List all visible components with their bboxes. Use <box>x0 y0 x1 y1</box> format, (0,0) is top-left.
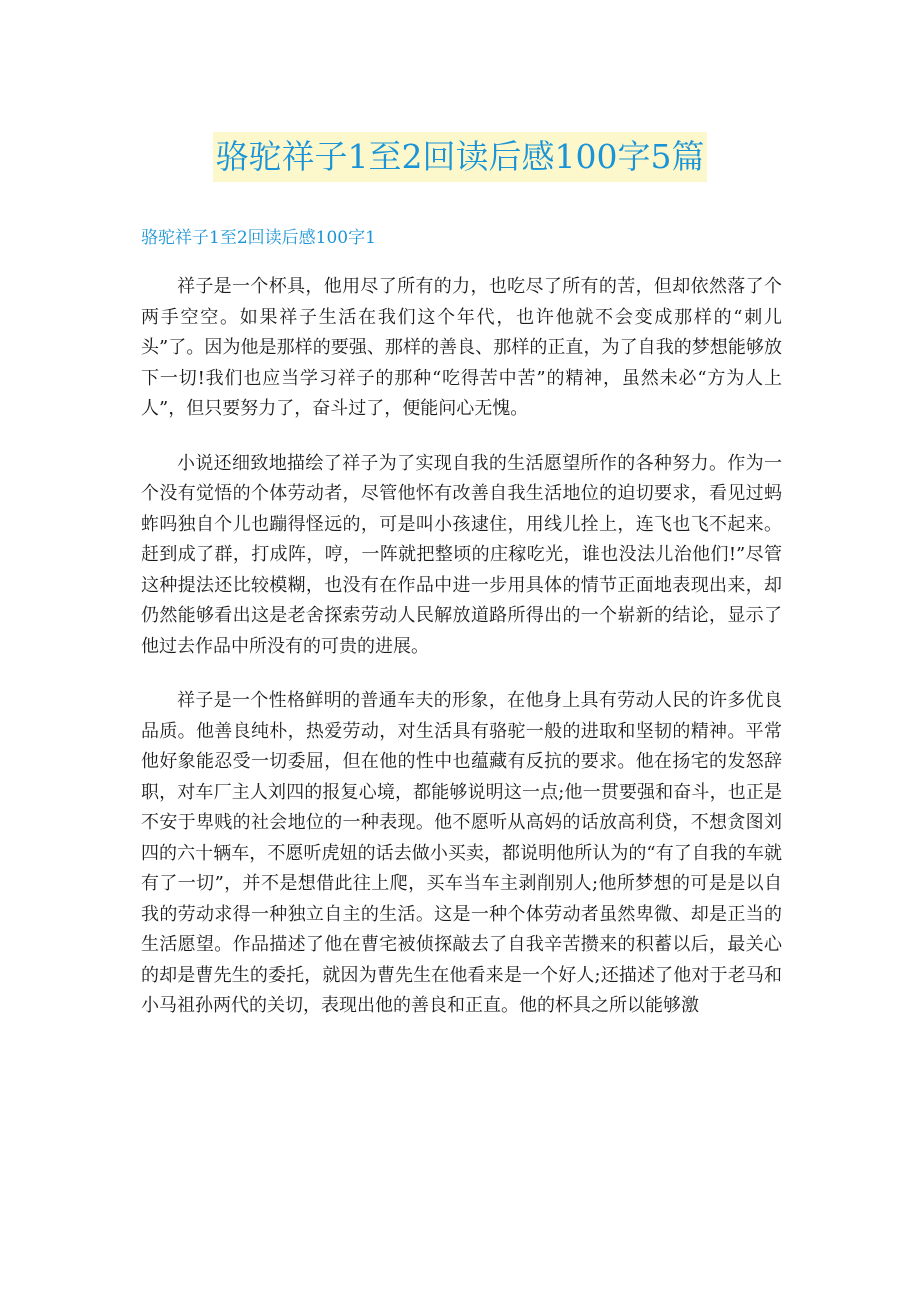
article-body <box>141 272 782 1046</box>
page-title: 骆驼祥子1至2回读后感100字5篇 <box>213 132 708 182</box>
section-heading: 骆驼祥子1至2回读后感100字1 <box>141 228 376 248</box>
paragraph-3: 祥子是一个性格鲜明的普通车夫的形象，在他身上具有劳动人民的许多优良品质。他善良纯朴，热爱劳动，对生活具有骆驼一般的进取和坚韧的精神。平常他好象能忍受一切委屈，但在他的性中也蕴藏有反抗的要求。他在扬宅的发怒辞职，对车厂主人刘四的报复心境，都能够说明这一点;他一贯要强和奋斗，也正是不安于卑贱的社会地位的一种表现。他不愿听从高妈的话放高利贷，不想贪图刘四的六十辆车，不愿听虎妞的话去做小买卖，都说明他所认为的“有了自我的车就有了一切”，并不是想借此往上爬，买车当车主剥削别人;他所梦想的可是是以自我的劳动求得一种独立自主的生活。这是一种个体劳动者虽然卑微、却是正当的生活愿望。作品描述了他在曹宅被侦探敲去了自我辛苦攒来的积蓄以后，最关心的却是曹先生的委托，就因为曹先生在他看来是一个好人;还描述了他对于老马和小马祖孙两代的关切，表现出他的善良和正直。他的杯具之所以能够激 <box>141 690 782 1016</box>
title-wrapper <box>0 132 920 182</box>
paragraph-1: 祥子是一个杯具，他用尽了所有的力，也吃尽了所有的苦，但却依然落了个两手空空。如果祥子生活在我们这个年代，也许他就不会变成那样的“刺儿头”了。因为他是那样的要强、那样的善良、那样的正直，为了自我的梦想能够放下一切!我们也应当学习祥子的那种“吃得苦中苦”的精神，虽然未必“方为人上人”，但只要努力了，奋斗过了，便能问心无愧。 <box>141 276 782 419</box>
paragraph-2: 小说还细致地描绘了祥子为了实现自我的生活愿望所作的各种努力。作为一个没有觉悟的个体劳动者，尽管他怀有改善自我生活地位的迫切要求，看见过蚂蚱吗独自个儿也蹦得怪远的，可是叫小孩逮住，用线儿拴上，连飞也飞不起来。赶到成了群，打成阵，哼，一阵就把整顷的庄稼吃光，谁也没法儿治他们!”尽管这种提法还比较模糊，也没有在作品中进一步用具体的情节正面地表现出来，却仍然能够看出这是老舍探索劳动人民解放道路所得出的一个崭新的结论，显示了他过去作品中所没有的可贵的进展。 <box>141 452 782 657</box>
